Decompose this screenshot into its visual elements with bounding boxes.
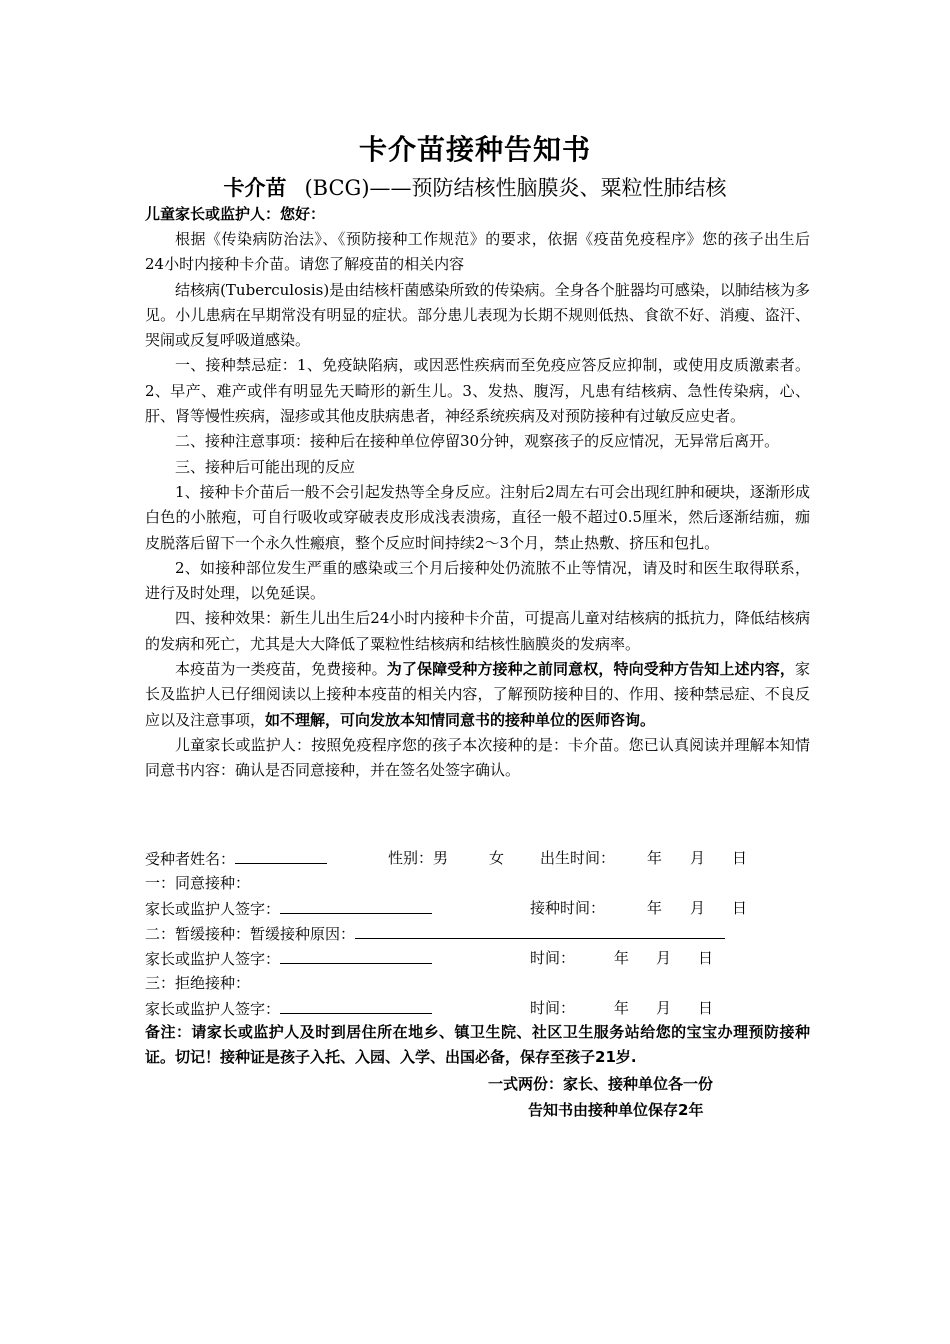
defer-reason-field[interactable] bbox=[355, 922, 725, 939]
gender-female-label[interactable]: 女 bbox=[489, 849, 505, 867]
defer-time-label: 时间： bbox=[530, 949, 576, 967]
birth-time-label: 出生时间： bbox=[540, 849, 616, 867]
birth-year-label: 年 bbox=[647, 849, 663, 867]
refuse-signature-field[interactable] bbox=[280, 997, 432, 1014]
recipient-name-label: 受种者姓名： bbox=[145, 850, 236, 868]
footer-copies: 一式两份：家长、接种单位各一份 bbox=[488, 1075, 714, 1093]
defer-row bbox=[145, 922, 725, 945]
consent-right-text: 为了保障受种方接种之前同意权，特向受种方告知上述内容， bbox=[386, 660, 795, 679]
option-defer-label[interactable]: 二：暂缓接种： bbox=[145, 925, 251, 943]
defer-signature-row bbox=[145, 947, 432, 970]
defer-reason-label: 暂缓接种原因： bbox=[250, 925, 356, 943]
defer-signature-field[interactable] bbox=[280, 947, 432, 964]
agree-signature-field[interactable] bbox=[280, 897, 432, 914]
refuse-year-label: 年 bbox=[614, 999, 630, 1017]
refuse-signature-label: 家长或监护人签字： bbox=[145, 1000, 281, 1018]
refuse-day-label: 日 bbox=[698, 999, 714, 1017]
paragraph-reaction-1: 1、接种卡介苗后一般不会引起发热等全身反应。注射后2周左右可会出现红肿和硬块，逐渐形成白色的小脓疱，可自行吸收或穿破表皮形成浅表溃疡，直径一般不超过0.5厘米，然后逐渐结痂，痂皮脱落后留下一个永久性瘢痕，整个反应时间持续2～3个月，禁止热敷、挤压和包扎。 bbox=[145, 482, 810, 552]
option-refuse-label[interactable]: 三：拒绝接种： bbox=[145, 974, 251, 992]
recipient-name-row bbox=[145, 847, 327, 870]
paragraph-reaction-2: 2、如接种部位发生严重的感染或三个月后接种处仍流脓不止等情况，请及时和医生取得联系，进行及时处理，以免延误。 bbox=[145, 558, 810, 603]
paragraph-precautions: 二、接种注意事项：接种后在接种单位停留30分钟，观察孩子的反应情况，无异常后离开。 bbox=[175, 432, 780, 451]
agree-year-label: 年 bbox=[647, 899, 663, 917]
notice-body bbox=[145, 227, 810, 784]
subtitle-description: (BCG)——预防结核性脑膜炎、粟粒性肺结核 bbox=[304, 176, 727, 200]
recipient-name-field[interactable] bbox=[235, 847, 327, 864]
defer-month-label: 月 bbox=[656, 949, 672, 967]
document-subtitle bbox=[0, 172, 950, 202]
refuse-time-label: 时间： bbox=[530, 999, 576, 1017]
paragraph-contraindications: 一、接种禁忌症：1、免疫缺陷病，或因恶性疾病而至免疫应答反应抑制，或使用皮质激素者。2、早产、难产或伴有明显先天畸形的新生儿。3、发热、腹泻，凡患有结核病、急性传染病，心、肝、肾等慢性疾病，湿疹或其他皮肤病患者，神经系统疾病及对预防接种有过敏反应史者。 bbox=[145, 356, 810, 426]
refuse-signature-row bbox=[145, 997, 432, 1020]
agree-month-label: 月 bbox=[690, 899, 706, 917]
agree-signature-row bbox=[145, 897, 432, 920]
gender-male-label[interactable]: 性别：男 bbox=[388, 849, 449, 867]
document-title: 卡介苗接种告知书 bbox=[358, 133, 591, 166]
vaccination-time-label: 接种时间： bbox=[530, 899, 606, 917]
remarks-note: 备注：请家长或监护人及时到居住所在地乡、镇卫生院、社区卫生服务站给您的宝宝办理预防接种证。切记！接种证是孩子入托、入园、入学、出国必备，保存至孩子21岁. bbox=[145, 1023, 810, 1066]
refuse-month-label: 月 bbox=[656, 999, 672, 1017]
option-agree-label[interactable]: 一：同意接种： bbox=[145, 874, 251, 892]
birth-day-label: 日 bbox=[732, 849, 748, 867]
defer-year-label: 年 bbox=[614, 949, 630, 967]
agree-signature-label: 家长或监护人签字： bbox=[145, 900, 281, 918]
defer-signature-label: 家长或监护人签字： bbox=[145, 950, 281, 968]
greeting: 儿童家长或监护人：您好： bbox=[145, 205, 326, 223]
agree-day-label: 日 bbox=[732, 899, 748, 917]
subtitle-vaccine-name: 卡介苗 bbox=[223, 176, 287, 200]
paragraph-reactions-heading: 三、接种后可能出现的反应 bbox=[175, 457, 356, 476]
free-vaccine-text: 本疫苗为一类疫苗，免费接种。 bbox=[175, 660, 387, 679]
footer-retention: 告知书由接种单位保存2年 bbox=[528, 1101, 704, 1119]
paragraph-intro: 根据《传染病防治法》、《预防接种工作规范》的要求，依据《疫苗免疫程序》您的孩子出生后 24小时内接种卡介苗。请您了解疫苗的相关内容 bbox=[145, 230, 810, 274]
consult-doctor-text: 如不理解，可向发放本知情同意书的接种单位的医师咨询。 bbox=[265, 710, 656, 729]
guardian-read-text: 家长及监护人已仔细阅读以上接种本疫苗的相关内容，了解预防接种目的、作用、接种禁忌症、不良反应以及注意事项， bbox=[145, 660, 810, 729]
defer-day-label: 日 bbox=[698, 949, 714, 967]
paragraph-tuberculosis: 结核病(Tuberculosis)是由结核杆菌感染所致的传染病。全身各个脏器均可感染，以肺结核为多见。小儿患病在早期常没有明显的症状。部分患儿表现为长期不规则低热、食欲不好、消瘦、盗汗、哭闹或反复呼吸道感染。 bbox=[145, 280, 810, 350]
paragraph-confirmation: 儿童家长或监护人：按照免疫程序您的孩子本次接种的是：卡介苗。您已认真阅读并理解本知情同意书内容：确认是否同意接种，并在签名处签字确认。 bbox=[145, 735, 810, 780]
paragraph-free-vaccine bbox=[145, 657, 810, 733]
birth-month-label: 月 bbox=[690, 849, 706, 867]
paragraph-effect: 四、接种效果：新生儿出生后24小时内接种卡介苗，可提高儿童对结核病的抵抗力，降低结核病的发病和死亡，尤其是大大降低了粟粒性结核病和结核性脑膜炎的发病率。 bbox=[145, 609, 810, 653]
